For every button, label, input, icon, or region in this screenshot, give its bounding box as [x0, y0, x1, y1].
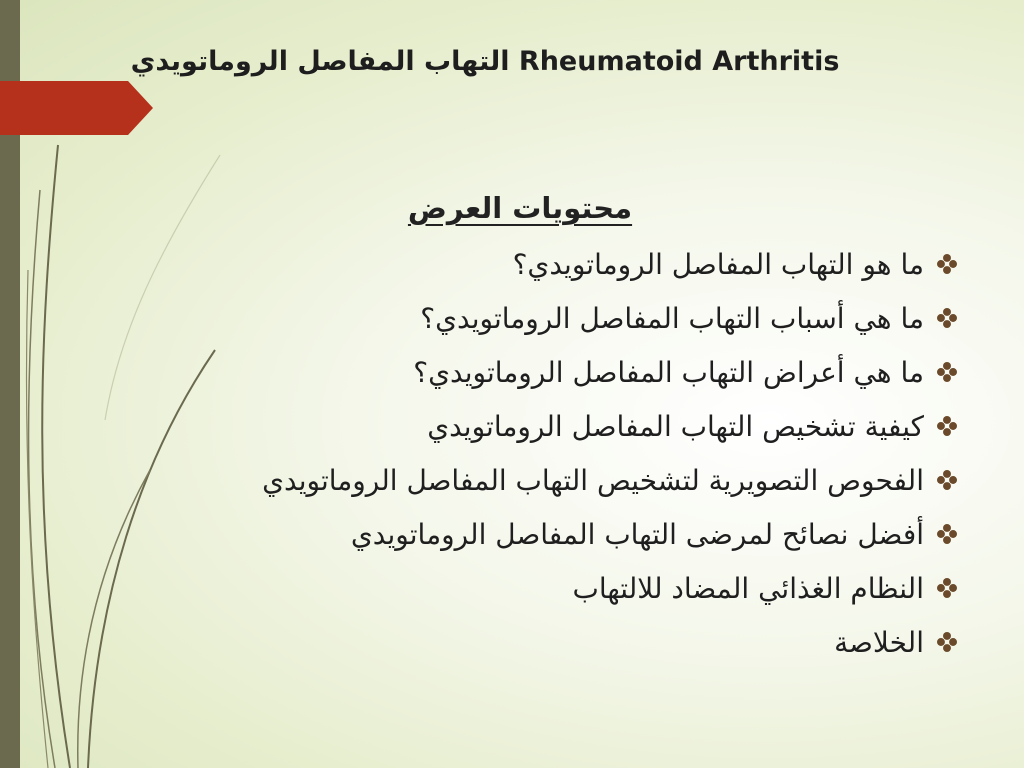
title-accent-arrow — [0, 81, 153, 135]
list-item — [78, 561, 958, 615]
slide-subtitle: محتويات العرض — [407, 191, 633, 225]
list-item — [78, 453, 958, 507]
contents-list — [78, 237, 958, 669]
list-item — [78, 399, 958, 453]
list-item — [78, 291, 958, 345]
diamond-bullet-icon — [932, 469, 958, 491]
list-item-label: ما هو التهاب المفاصل الروماتويدي؟ — [512, 247, 924, 281]
list-item — [78, 615, 958, 669]
diamond-bullet-icon — [932, 415, 958, 437]
list-item — [78, 345, 958, 399]
list-item-label: الفحوص التصويرية لتشخيص التهاب المفاصل الروماتويدي — [262, 463, 924, 497]
list-item — [78, 237, 958, 291]
list-item — [78, 507, 958, 561]
diamond-bullet-icon — [932, 361, 958, 383]
diamond-bullet-icon — [932, 253, 958, 275]
list-item-label: ما هي أعراض التهاب المفاصل الروماتويدي؟ — [413, 355, 924, 389]
diamond-bullet-icon — [932, 307, 958, 329]
diamond-bullet-icon — [932, 523, 958, 545]
diamond-bullet-icon — [932, 577, 958, 599]
list-item-label: أفضل نصائح لمرضى التهاب المفاصل الروماتويدي — [350, 517, 924, 551]
list-item-label: ما هي أسباب التهاب المفاصل الروماتويدي؟ — [420, 301, 924, 335]
list-item-label: النظام الغذائي المضاد للالتهاب — [572, 571, 924, 605]
diamond-bullet-icon — [932, 631, 958, 653]
list-item-label: كيفية تشخيص التهاب المفاصل الروماتويدي — [427, 409, 924, 443]
slide-title: التهاب المفاصل الروماتويدي Rheumatoid Arthritis — [130, 46, 840, 77]
list-item-label: الخلاصة — [834, 625, 924, 659]
